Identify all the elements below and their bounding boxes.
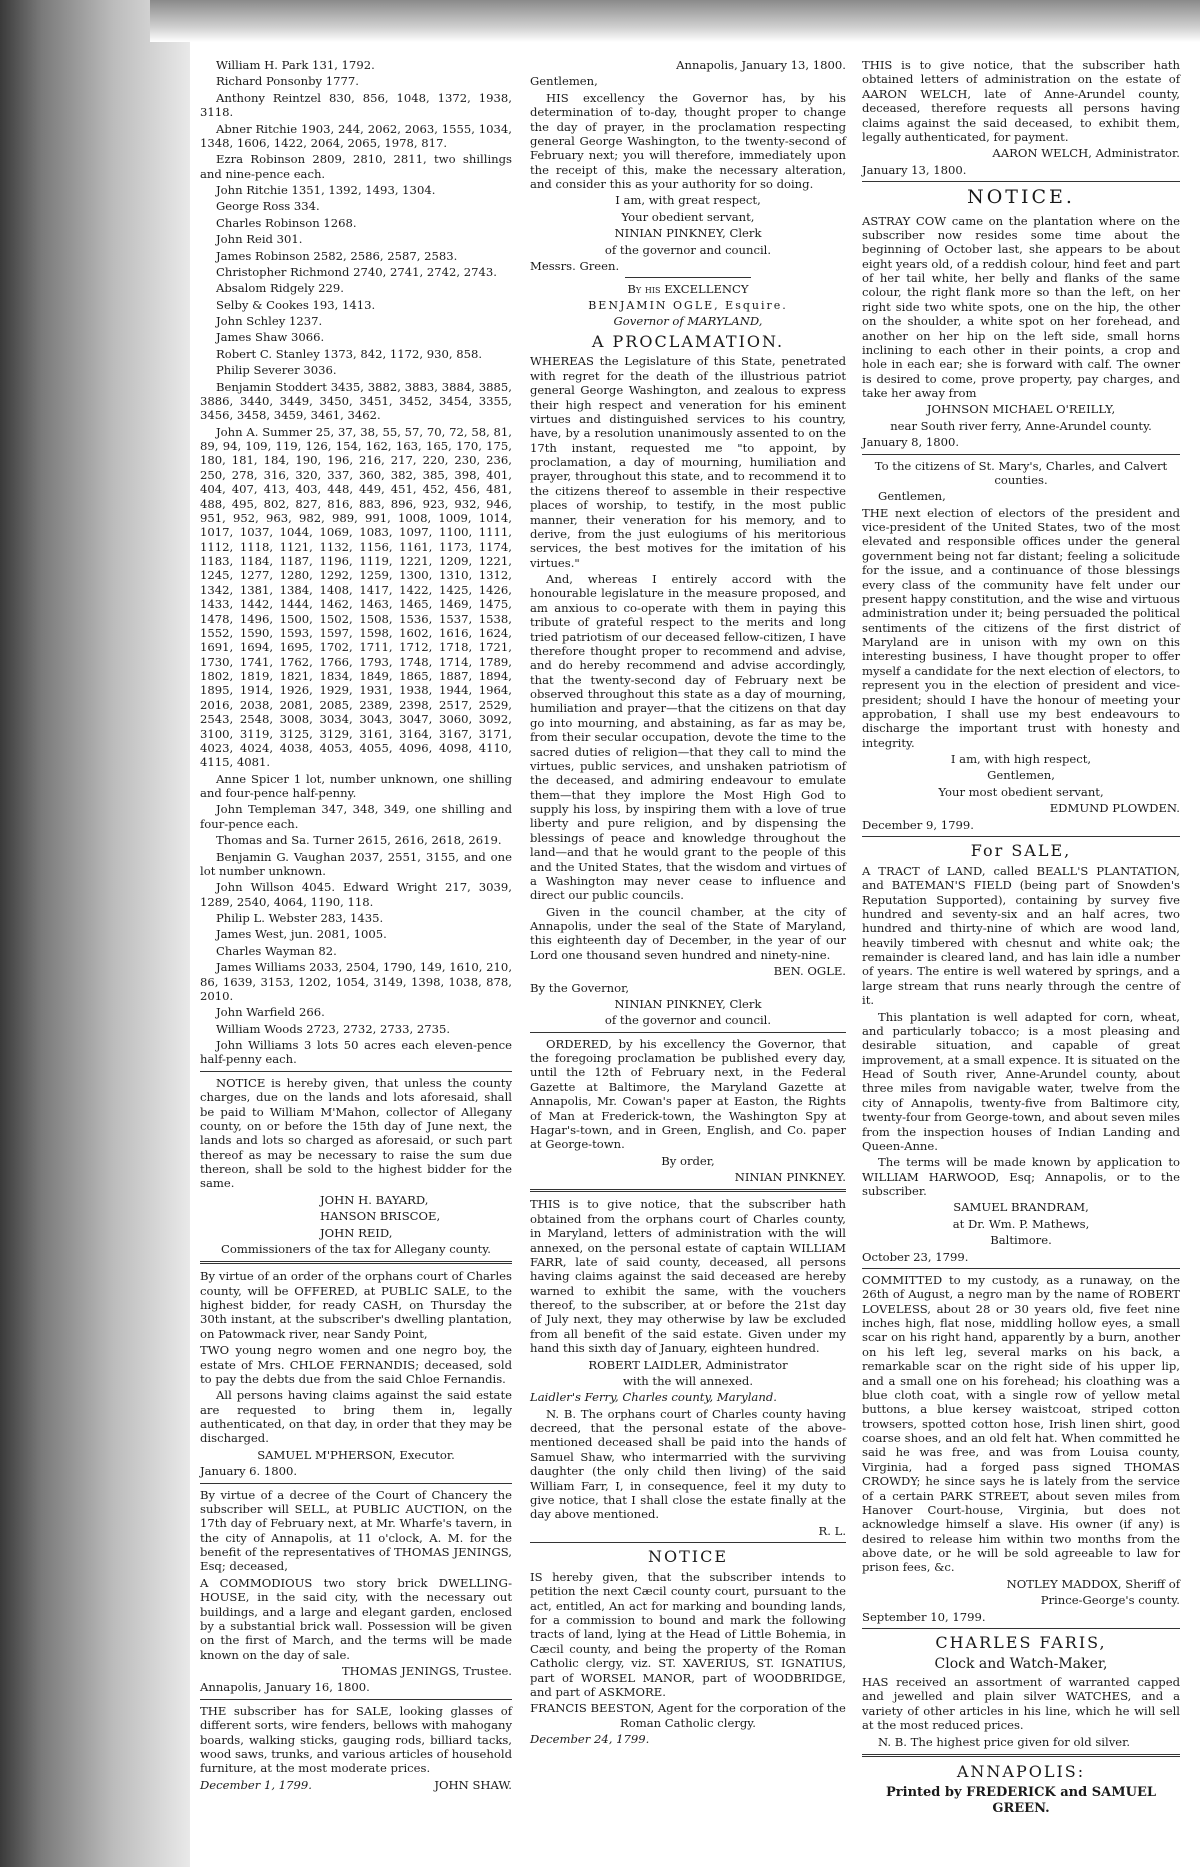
tax-list-entry: James West, jun. 2081, 1005. bbox=[216, 927, 387, 942]
letter-close-2: Your obedient servant, bbox=[621, 209, 755, 224]
by-the-governor: By the Governor, bbox=[530, 980, 630, 995]
shaw-ad-date: December 1, 1799. bbox=[200, 1777, 312, 1792]
land-sale-title: For SALE, bbox=[970, 840, 1072, 860]
dateline: Annapolis, January 13, 1800. bbox=[676, 58, 846, 72]
cow-signer: JOHNSON MICHAEL O'REILLY, bbox=[926, 402, 1116, 417]
tax-list-entry: Richard Ponsonby 1777. bbox=[216, 74, 359, 89]
tax-list-entry: John Warfield 266. bbox=[216, 1005, 325, 1020]
land-sale-text-3: The terms will be made known by application to WILLIAM HARWOOD, Esq; Annapolis, or to the subscriber. bbox=[862, 1155, 1180, 1198]
auction-body: A COMMODIOUS two story brick DWELLING-HOUSE, in the said city, with the necessary out buildings, and a large and elegant garden, enclosed by a substantial brick wall. Possession will be given on the first of March, and the terms will be made known on the day of sale. bbox=[200, 1575, 512, 1662]
notice2-text: IS hereby given, that the subscriber intends to petition the next Cæcil county court, pursuant to the act, entitled, An act for marking and bounding lands, for a commission to bound and mark the following tracts of land, lying at the Head of Little Bohemia, in Cæcil county, and being the property of the Roman Catholic clergy, viz. ST. XAVERIUS, ST. IGNATIUS, part of WORSEL MANOR, part of WOODBRIDGE, and part of ASKMORE. bbox=[530, 1569, 846, 1699]
land-sale-text-2: This plantation is well adapted for corn, wheat, and particularly tobacco; is a most pleasing and desirable situation, and capable of great improvement, at a small expence. It is situated on the Head of South river, Anne-Arundel county, about three miles from navigable water, twelve from the city of Annapolis, twenty-five from Baltimore city, twenty-four from George-town, and about seven miles from the inspection houses of Indian Landing and Queen-Anne. bbox=[862, 1009, 1180, 1153]
tax-notice-signer-3: JOHN REID, bbox=[320, 1225, 393, 1240]
tax-list-entry: Abner Ritchie 1903, 244, 2062, 2063, 1555, 1034, 1348, 1606, 1422, 2064, 2065, 1978, 817. bbox=[200, 121, 512, 150]
land-sale-signer-1: SAMUEL BRANDRAM, bbox=[953, 1200, 1089, 1215]
tax-notice-role: Commissioners of the tax for Allegany county. bbox=[220, 1241, 491, 1256]
farr-nb: N. B. The orphans court of Charles county having decreed, that the personal estate of the above-mentioned deceased shall be paid into the hands of Samuel Shaw, who intermarried with the surviving daughter (the only child then living) of the said William Farr, I, in consequence, feel it my duty to give notice, that I shall close the estate finally at the day above mentioned. bbox=[530, 1406, 846, 1522]
tax-list-entry: William H. Park 131, 1792. bbox=[216, 58, 375, 72]
farr-signer: ROBERT LAIDLER, Administrator bbox=[588, 1357, 788, 1372]
divider bbox=[862, 1628, 1180, 1629]
plowden-heading: To the citizens of St. Mary's, Charles, and Calvert counties. bbox=[874, 458, 1168, 487]
welch-signer: AARON WELCH, Administrator. bbox=[992, 146, 1180, 161]
column-2 bbox=[530, 58, 846, 1748]
divider bbox=[200, 1261, 512, 1264]
tax-list-entry: Philip L. Webster 283, 1435. bbox=[216, 911, 384, 925]
sale1-intro: By virtue of an order of the orphans court of Charles county, will be OFFERED, at PUBLIC SALE, to the highest bidder, for ready CASH, on Thursday the 30th instant, at the subscriber's dwelling plantation, on Patowmack river, near Sandy Point, bbox=[200, 1269, 512, 1341]
tax-list-entry: Anne Spicer 1 lot, number unknown, one shilling and four-pence half-penny. bbox=[200, 771, 512, 800]
divider bbox=[200, 1071, 512, 1072]
sale1-body: TWO young negro women and one negro boy, the estate of Mrs. CHLOE FERNANDIS; deceased, sold to pay the debts due from the said Chloe Fernandis. bbox=[200, 1343, 512, 1386]
committed-signer-2: Prince-George's county. bbox=[1040, 1593, 1180, 1608]
tax-list-entry: Thomas and Sa. Turner 2615, 2616, 2618, 2619. bbox=[216, 833, 502, 848]
faris-text: HAS received an assortment of warranted capped and jewelled and plain silver WATCHES, and a variety of other articles in his line, which he will sell at the most reduced prices. bbox=[862, 1675, 1180, 1733]
farr-notice-text: THIS is to give notice, that the subscriber hath obtained from the orphans court of Charles county, in Maryland, letters of administration with the will annexed, on the personal estate of captain WILLIAM FARR, late of said county, deceased, all persons having claims against the said deceased are hereby warned to exhibit the same, with the vouchers thereof, to the subscriber, at or before the 21st day of July next, they may otherwise by law be excluded from all benefit of the said estate. Given under my hand this sixth day of January, eighteen hundred. bbox=[530, 1197, 846, 1356]
shaw-ad-signer: JOHN SHAW. bbox=[434, 1777, 512, 1792]
auction-signer: THOMAS JENINGS, Trustee. bbox=[341, 1664, 512, 1678]
sale1-date: January 6. 1800. bbox=[200, 1464, 298, 1479]
divider bbox=[862, 1754, 1180, 1757]
tax-notice-text: NOTICE is hereby given, that unless the county charges, due on the lands and lots aforesaid, shall be paid to William M'Mahon, collector of Allegany county, on or before the 15th day of June next, the lands and lots so charged as aforesaid, or such part thereof as may be necessary to raise the sum due thereon, shall be sold to the highest bidder for the same. bbox=[200, 1075, 512, 1191]
tax-list-entry: George Ross 334. bbox=[216, 199, 320, 214]
proclamation-given: Given in the council chamber, at the city of Annapolis, under the seal of the State of Maryland, this eighteenth day of December, in the year of our Lord one thousand seven hundred and ninety-nine. bbox=[530, 904, 846, 962]
committed-date: September 10, 1799. bbox=[862, 1609, 986, 1624]
letter-close-4: of the governor and council. bbox=[604, 242, 772, 257]
tax-list-entry: John Schley 1237. bbox=[216, 314, 323, 328]
tax-list-entry: Benjamin Stoddert 3435, 3882, 3883, 3884, 3885, 3886, 3440, 3449, 3450, 3451, 3452, 3454, 3355, 3456, 3458, 3459, 3461, 3462. bbox=[200, 379, 512, 423]
plowden-salutation: Gentlemen, bbox=[878, 489, 946, 504]
tax-list-entry: Benjamin G. Vaughan 2037, 2551, 3155, and one lot number unknown. bbox=[200, 849, 512, 878]
proclamation-para-1: WHEREAS the Legislature of this State, penetrated with regret for the death of the illustrious patriot general George Washington, and zealous to express their high respect and veneration for his eminent virtues and distinguished services to his country, have, by a resolution unanimously assented to on the 17th instant, requested me "to appoint, by proclamation, a day of mourning, humiliation and prayer, throughout this state, and to recommend it to the citizens thereof to assemble in their respective places of worship, to testify, in the most public manner, their veneration for his memory, and to derive, from the just eulogiums of his meritorious services, the best motives for the imitation of his virtues." bbox=[530, 354, 846, 570]
notice2-signer: FRANCIS BEESTON, Agent for the corporation of the Roman Catholic clergy. bbox=[530, 1701, 846, 1730]
faris-nb: N. B. The highest price given for old silver. bbox=[878, 1734, 1131, 1749]
plowden-date: December 9, 1799. bbox=[862, 817, 974, 832]
divider bbox=[200, 1483, 512, 1484]
tax-list-entry: John Templeman 347, 348, 349, one shilling and four-pence each. bbox=[200, 802, 512, 831]
tax-list-entry: John Reid 301. bbox=[216, 232, 303, 247]
tax-list-entry: James Shaw 3066. bbox=[216, 330, 325, 345]
sale1-signer: SAMUEL M'PHERSON, Executor. bbox=[257, 1447, 455, 1462]
letter-close-1: I am, with great respect, bbox=[615, 193, 761, 208]
plowden-text: THE next election of electors of the president and vice-president of the United States, two of the most elevated and responsible offices under the general government being not far distant; feeling a solicitude for the issue, and a continuance of those blessings every class of the community have felt under our present happy constitution, and the wise and virtuous administration under it; being persuaded the political sentiments of the citizens of the first district of Maryland are in unison with my own on this interesting business, I have thought proper to offer myself a candidate for the next election of electors, to represent you in the election of president and vice-president; should I have the honour of meeting your approbation, I shall use my best endeavours to discharge the important trust with honesty and integrity. bbox=[862, 505, 1181, 750]
committed-signer-1: NOTLEY MADDOX, Sheriff of bbox=[1006, 1576, 1180, 1591]
tax-notice-signer-1: JOHN H. BAYARD, bbox=[320, 1192, 429, 1207]
cow-notice-title: NOTICE. bbox=[967, 186, 1075, 208]
letter-close-3: NINIAN PINKNEY, Clerk bbox=[614, 226, 762, 241]
proclamation-title: A PROCLAMATION. bbox=[591, 331, 785, 351]
tax-list-entry: John Willson 4045. Edward Wright 217, 3039, 1289, 2540, 4064, 1190, 118. bbox=[200, 880, 512, 909]
farr-initials: R. L. bbox=[818, 1523, 846, 1538]
cow-notice-text: ASTRAY COW came on the plantation where on the subscriber now resides some time about the beginning of October last, she appears to be about eight years old, of a reddish colour, hind feet and part of her tail white, her belly and flanks of the same colour, the right flank more so than the left, on her right side two white spots, one on the hip, the other on the shoulder, a white spot on her forehead, and another on her hip on the left side, small horns inclining to each other in their points, a crop and hole in each ear; she is forward with calf. The owner is desired to come, prove property, pay charges, and take her away from bbox=[862, 213, 1180, 401]
ordered-text: ORDERED, by his excellency the Governor, that the foregoing proclamation be published every day, until the 12th of February next, in the Federal Gazette at Baltimore, the Maryland Gazette at Annapolis, Mr. Cowan's paper at Easton, the Rights of Man at Frederick-town, the Washington Spy at Hagar's-town, and in Green, English, and Co. paper at George-town. bbox=[530, 1036, 846, 1152]
divider bbox=[530, 1032, 846, 1033]
governor-name: BENJAMIN OGLE, Esquire. bbox=[588, 298, 788, 312]
tax-list-entry: Selby & Cookes 193, 1413. bbox=[216, 297, 376, 312]
ordered-by: By order, bbox=[661, 1153, 715, 1168]
shaw-ad-footer bbox=[200, 1778, 512, 1792]
letter-recipient: Messrs. Green. bbox=[530, 258, 620, 273]
tax-list-entry: Christopher Richmond 2740, 2741, 2742, 2743. bbox=[216, 264, 497, 279]
notice2-title: NOTICE bbox=[647, 1547, 729, 1567]
auction-date: Annapolis, January 16, 1800. bbox=[200, 1680, 370, 1695]
plowden-close-1: I am, with high respect, bbox=[950, 752, 1092, 767]
farr-role: with the will annexed. bbox=[622, 1373, 754, 1388]
divider bbox=[862, 181, 1180, 182]
scan-binding-edge bbox=[0, 0, 190, 1867]
divider bbox=[200, 1699, 512, 1700]
tax-list-entry: Charles Wayman 82. bbox=[216, 943, 337, 958]
tax-list-entry: James Robinson 2582, 2586, 2587, 2583. bbox=[216, 248, 458, 263]
welch-date: January 13, 1800. bbox=[862, 162, 967, 177]
faris-name: CHARLES FARIS, bbox=[935, 1632, 1107, 1652]
land-sale-date: October 23, 1799. bbox=[862, 1249, 969, 1264]
imprint-printer: Printed by FREDERICK and SAMUEL GREEN. bbox=[886, 1784, 1156, 1816]
land-sale-signer-2: at Dr. Wm. P. Mathews, bbox=[952, 1216, 1090, 1231]
tax-list-entry: James Williams 2033, 2504, 1790, 149, 1610, 210, 86, 1639, 3153, 1202, 1054, 3149, 1398, 1038, 878, 2010. bbox=[200, 960, 512, 1003]
tax-list bbox=[200, 58, 512, 1067]
cow-date: January 8, 1800. bbox=[862, 435, 960, 450]
land-sale-signer-3: Baltimore. bbox=[990, 1233, 1052, 1248]
tax-list-entry: Charles Robinson 1268. bbox=[216, 215, 357, 230]
tax-list-entry: Philip Severer 3036. bbox=[216, 363, 337, 378]
tax-list-entry: William Woods 2723, 2732, 2733, 2735. bbox=[216, 1021, 451, 1036]
divider bbox=[862, 1268, 1180, 1269]
divider bbox=[625, 277, 751, 278]
farr-place: Laidler's Ferry, Charles county, Maryland. bbox=[530, 1390, 777, 1405]
tax-list-entry: Robert C. Stanley 1373, 842, 1172, 930, 858. bbox=[216, 346, 483, 361]
governor-title: Governor of MARYLAND, bbox=[613, 314, 763, 329]
plowden-close-3: Your most obedient servant, bbox=[938, 784, 1104, 799]
sale1-claims: All persons having claims against the said estate are requested to bring them in, legally authenticated, on that day, in order that they may be discharged. bbox=[200, 1388, 512, 1446]
cow-place: near South river ferry, Anne-Arundel county. bbox=[890, 418, 1152, 433]
welch-notice-text: THIS is to give notice, that the subscriber hath obtained letters of administration on the estate of AARON WELCH, late of Anne-Arundel county, deceased, therefore requests all persons having claims against the said deceased, to exhibit them, legally authenticated, for payment. bbox=[862, 58, 1180, 144]
proclamation-para-2: And, whereas I entirely accord with the honourable legislature in the measure proposed, and am anxious to co-operate with them in paying this tribute of grateful respect to the merits and long tried patriotism of our deceased fellow-citizen, I have therefore thought proper to recommend and advise, and do hereby recommend and advise accordingly, that the twenty-second day of February next be observed throughout this state as a day of mourning, humiliation and prayer—that the citizens on that day go into mourning, and abstaining, as far as may be, from their secular occupation, devote the time to the sacred duties of religion—that they call to mind the virtues, public services, and unshaken patriotism of the deceased, and admiring endeavour to emulate them—that they implore the Most High God to supply his loss, by inspiring them with a love of true liberty and pure religion, and by dispensing the blessings of peace and knowledge throughout the land—and that he would grant to the people of this and the United States, that the wisdom and virtues of a Washington may never cease to influence and direct our public councils. bbox=[530, 572, 846, 903]
proclamation-clerk-1: NINIAN PINKNEY, Clerk bbox=[614, 996, 762, 1011]
divider bbox=[862, 454, 1180, 455]
tax-list-entry: John Williams 3 lots 50 acres each eleven-pence half-penny each. bbox=[200, 1038, 512, 1067]
tax-list-entry: Anthony Reintzel 830, 856, 1048, 1372, 1938, 3118. bbox=[200, 90, 512, 120]
tax-list-entry: John Ritchie 1351, 1392, 1493, 1304. bbox=[216, 183, 436, 197]
letter-body: HIS excellency the Governor has, by his determination of to-day, thought proper to change the day of prayer, in the proclamation respecting general George Washington, to the twenty-second of February next; you will therefore, immediately upon the receipt of this, make the necessary alteration, and consider this as your authority for so doing. bbox=[530, 90, 846, 191]
by-his-excellency: By his EXCELLENCY bbox=[627, 282, 749, 297]
faris-trade: Clock and Watch-Maker, bbox=[934, 1655, 1108, 1672]
imprint-city: ANNAPOLIS: bbox=[956, 1761, 1086, 1781]
plowden-signer: EDMUND PLOWDEN. bbox=[1049, 801, 1180, 816]
tax-list-entry: John A. Summer 25, 37, 38, 55, 57, 70, 72, 58, 81, 89, 94, 109, 119, 126, 154, 162, 163, 165, 170, 175, 180, 181, 184, 190, 196, 216, 217, 220, 230, 236, 250, 278, 316, 320, 337, 360, 382, 385, 398, 401, 404, 407, 413, 403, 448, 449, 451, 452, 456, 481, 488, 495, 802, 827, 816, 883, 896, 923, 932, 946, 951, 952, 963, 982, 989, 991, 1008, 1009, 1014, 1017, 1037, 1044, 1069, 1083, 1097, 1100, 1111, 1112, 1118, 1121, 1132, 1156, 1161, 1173, 1174, 1183, 1184, 1187, 1196, 1119, 1221, 1209, 1221, 1245, 1277, 1280, 1292, 1259, 1300, 1310, 1312, 1342, 1381, 1384, 1408, 1417, 1422, 1425, 1426, 1433, 1442, 1444, 1462, 1463, 1465, 1469, 1475, 1478, 1496, 1500, 1502, 1508, 1536, 1537, 1538, 1552, 1590, 1593, 1597, 1598, 1602, 1616, 1624, 1691, 1694, 1695, 1702, 1711, 1712, 1718, 1721, 1730, 1741, 1762, 1766, 1793, 1748, 1714, 1789, 1802, 1819, 1821, 1834, 1849, 1865, 1887, 1894, 1895, 1914, 1926, 1929, 1931, 1938, 1944, 1964, 2016, 2038, 2081, 2085, 2389, 2398, 2517, 2529, 2543, 2548, 3008, 3034, 3043, 3047, 3060, 3092, 3100, 3119, 3125, 3129, 3161, 3164, 3167, 3171, 4023, 4024, 4038, 4053, 4055, 4096, 4098, 4110, 4115, 4081. bbox=[200, 424, 512, 770]
tax-notice-signer-2: HANSON BRISCOE, bbox=[320, 1209, 441, 1224]
plowden-close-2: Gentlemen, bbox=[987, 768, 1055, 783]
notice2-date: December 24, 1799. bbox=[530, 1732, 650, 1747]
shaw-ad-text: THE subscriber has for SALE, looking glasses of different sorts, wire fenders, bellows with mahogany boards, walking sticks, gauging rods, billiard tacks, wood saws, trunks, and various articles of household furniture, at the most moderate prices. bbox=[200, 1703, 512, 1776]
column-1 bbox=[200, 58, 512, 1794]
letter-salutation: Gentlemen, bbox=[530, 74, 598, 89]
proclamation-clerk-2: of the governor and council. bbox=[604, 1013, 772, 1028]
ordered-signer: NINIAN PINKNEY. bbox=[734, 1170, 846, 1185]
tax-list-entry: Ezra Robinson 2809, 2810, 2811, two shillings and nine-pence each. bbox=[200, 152, 512, 181]
auction-intro: By virtue of a decree of the Court of Chancery the subscriber will SELL, at PUBLIC AUCTION, on the 17th day of February next, at Mr. Wharfe's tavern, in the city of Annapolis, at 11 o'clock, A. M. for the benefit of the representatives of THOMAS JENINGS, Esq; deceased, bbox=[200, 1487, 512, 1574]
committed-text: COMMITTED to my custody, as a runaway, on the 26th of August, a negro man by the name of ROBERT LOVELESS, about 28 or 30 years old, five feet nine inches high, flat nose, middling hollow eyes, a small scar on his right hand, apparently by a burn, another on his left leg, several marks on his back, a remarkable scar on the right side of his upper lip, and a small one on his forehead; his cloathing was a blue cloth coat, with a single row of yellow metal buttons, a blue kersey waistcoat, striped cotton trowsers, spotted cotton hose, Irish linen shirt, good coarse shoes, and an old felt hat. When committed he said he was free, and was from Louisa county, Virginia, had a forged pass signed THOMAS CROWDY; he since says he is lately from the service of a certain PARK STREET, about seven miles from Hanover Court-house, Virginia, but does not acknowledge himself a slave. His owner (if any) is desired to release him within two months from the above date, or he will be sold agreeable to law for prison fees, &c. bbox=[862, 1272, 1180, 1575]
proclamation-signer: BEN. OGLE. bbox=[773, 964, 846, 979]
divider bbox=[862, 836, 1180, 837]
divider bbox=[530, 1542, 846, 1543]
land-sale-text: A TRACT of LAND, called BEALL'S PLANTATION, and BATEMAN'S FIELD (being part of Snowden's Reputation Supported), containing by survey five hundred and seventy-six and an half acres, two hundred and thirty-nine of which are wood land, heavily timbered with chesnut and white oak; the remainder is cleared land, and has lain idle a number of years. The entire is well watered by springs, and a large stream that runs nearly through the centre of it. bbox=[862, 863, 1180, 1008]
column-3 bbox=[862, 58, 1180, 1819]
scan-top-shadow bbox=[150, 0, 1200, 42]
tax-list-entry: Absalom Ridgely 229. bbox=[216, 281, 344, 296]
divider bbox=[530, 1189, 846, 1192]
